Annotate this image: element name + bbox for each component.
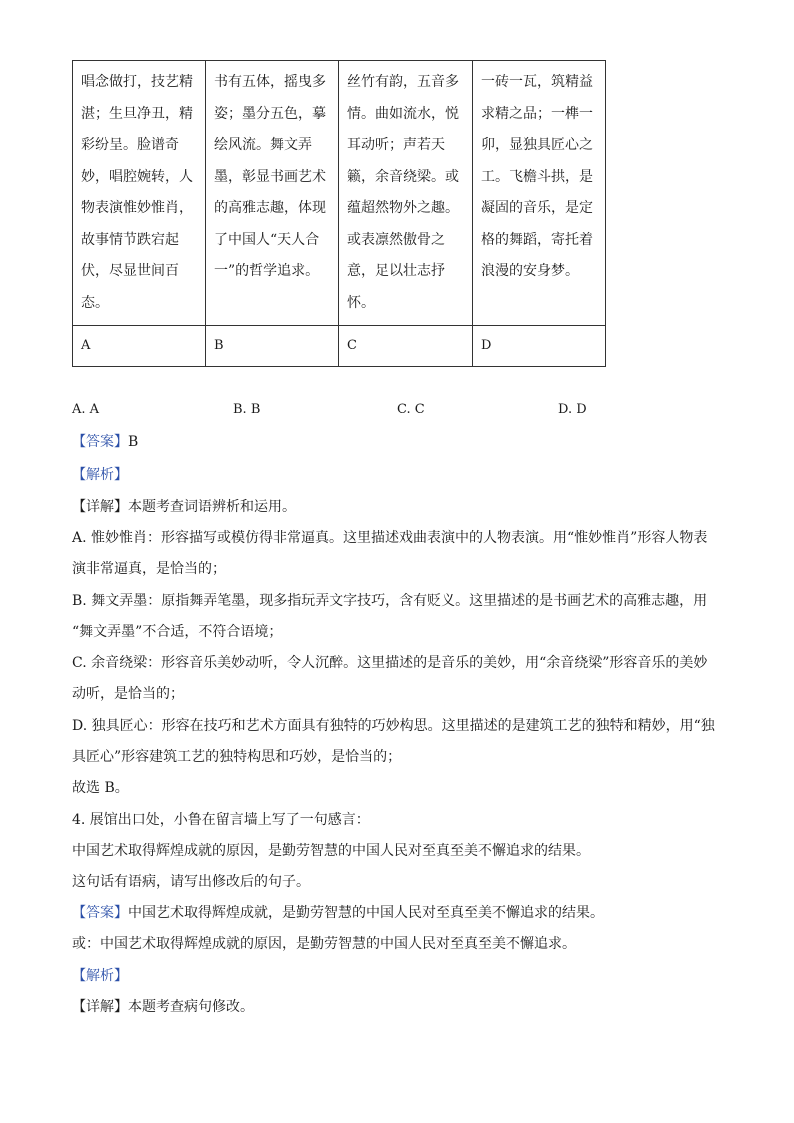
options-table bbox=[72, 60, 606, 367]
question-instruction: 这句话有语病，请写出修改后的句子。 bbox=[72, 874, 310, 890]
answer-line: 【答案】中国艺术取得辉煌成就，是勤劳智慧的中国人民对至真至美不懈追求的结果。 bbox=[72, 905, 604, 921]
choice-b: B. B bbox=[233, 402, 261, 417]
option-cell-b: 书有五体，摇曳多 姿；墨分五色，摹 绘风流。舞文弄 墨，彰显书画艺术 的高雅志趣，体现 了中国人“天人合 一”的哲学追求。 bbox=[206, 61, 339, 326]
question-4: 4. 展馆出口处，小鲁在留言墙上写了一句感言： bbox=[72, 812, 370, 828]
option-label-a: A bbox=[73, 326, 206, 367]
choice-a: A. A bbox=[72, 402, 100, 417]
analysis-heading: 【解析】 bbox=[72, 467, 128, 483]
choice-d: D. D bbox=[558, 402, 587, 417]
option-cell-a: 唱念做打，技艺精 湛；生旦净丑，精 彩纷呈。脸谱奇 妙，唱腔婉转，人 物表演惟妙惟肖， 故事情节跌宕起 伏，尽显世间百 态。 bbox=[73, 61, 206, 326]
option-label-d: D bbox=[473, 326, 606, 367]
explanation-line: 演非常逼真，是恰当的； bbox=[72, 561, 226, 577]
explanation-line: 具匠心”形容建筑工艺的独特构思和巧妙，是恰当的； bbox=[72, 749, 402, 765]
options-content-row bbox=[73, 61, 606, 326]
options-label-row bbox=[73, 326, 606, 367]
explanation-line: “舞文弄墨”不合适，不符合语境； bbox=[72, 624, 283, 640]
answer-line: 【答案】B bbox=[72, 434, 139, 450]
detail-line: 【详解】本题考查词语辨析和运用。 bbox=[72, 499, 296, 515]
option-label-b: B bbox=[206, 326, 339, 367]
option-label-c: C bbox=[339, 326, 473, 367]
explanation-line: B. 舞文弄墨：原指舞弄笔墨，现多指玩弄文字技巧，含有贬义。这里描述的是书画艺术的高雅志趣，用 bbox=[72, 593, 708, 609]
alternative-answer: 或：中国艺术取得辉煌成就的原因，是勤劳智慧的中国人民对至真至美不懈追求。 bbox=[72, 936, 576, 952]
option-cell-d: 一砖一瓦，筑精益 求精之品；一榫一 卯，显独具匠心之 工。飞檐斗拱，是 凝固的音乐，是定 格的舞蹈，寄托着 浪漫的安身梦。 bbox=[473, 61, 606, 326]
explanation-line: 动听，是恰当的； bbox=[72, 686, 184, 702]
conclusion-line: 故选 B。 bbox=[72, 780, 129, 796]
explanation-line: C. 余音绕梁：形容音乐美妙动听，令人沉醉。这里描述的是音乐的美妙，用“余音绕梁”形容音乐的美妙 bbox=[72, 655, 708, 671]
explanation-line: D. 独具匠心：形容在技巧和艺术方面具有独特的巧妙构思。这里描述的是建筑工艺的独特和精妙，用“独 bbox=[72, 718, 715, 734]
answer-choices bbox=[72, 402, 612, 422]
analysis-heading: 【解析】 bbox=[72, 968, 128, 984]
question-sentence: 中国艺术取得辉煌成就的原因，是勤劳智慧的中国人民对至真至美不懈追求的结果。 bbox=[72, 843, 590, 859]
detail-line: 【详解】本题考查病句修改。 bbox=[72, 999, 254, 1015]
explanation-line: A. 惟妙惟肖：形容描写或模仿得非常逼真。这里描述戏曲表演中的人物表演。用“惟妙惟肖”形容人物表 bbox=[72, 530, 708, 546]
choice-c: C. C bbox=[397, 402, 425, 417]
option-cell-c: 丝竹有韵，五音多 情。曲如流水，悦 耳动听；声若天 籁，余音绕梁。或 蕴超然物外之趣。 或表凛然傲骨之 意，足以壮志抒 怀。 bbox=[339, 61, 473, 326]
